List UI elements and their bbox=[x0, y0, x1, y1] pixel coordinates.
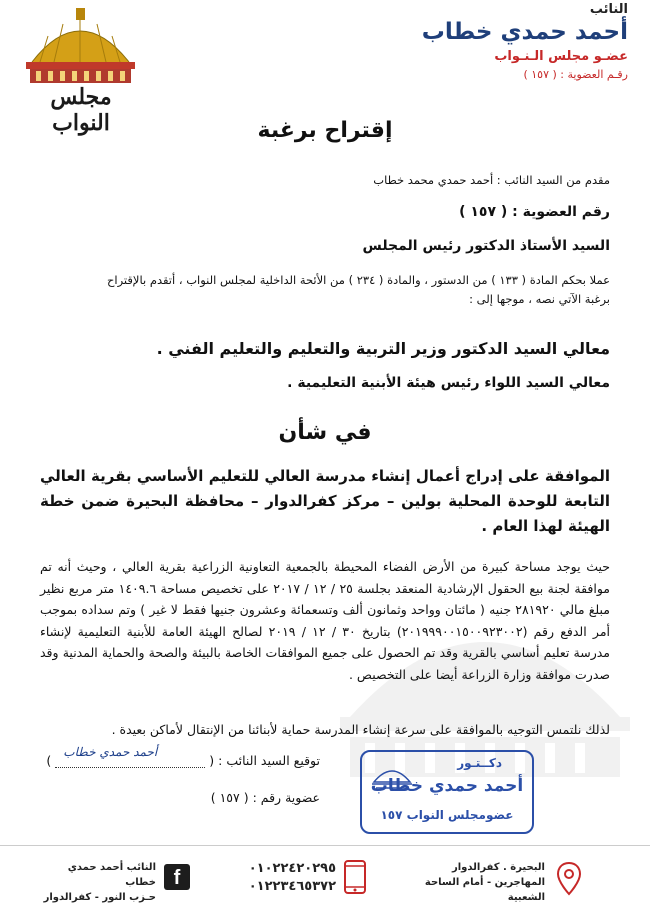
footer-address bbox=[400, 860, 545, 905]
official-stamp bbox=[360, 750, 534, 834]
topic-heading: في شأن bbox=[278, 420, 372, 445]
recipient-1: معالي السيد الدكتور وزير التربية والتعليم والتعليم الفني . bbox=[156, 339, 610, 358]
intro-line-1: عملا بحكم المادة ( ١٣٣ ) من الدستور ، والمادة ( ٢٣٤ ) من الأئحة الداخلية لمجلس النواب ، أتقدم بالإقتراح bbox=[106, 273, 610, 287]
address-line-2: المهاجرين - أمام الساحة الشعبية bbox=[424, 877, 545, 903]
footer bbox=[0, 845, 650, 908]
membership-number: عضوية رقم : ( ١٥٧ ) bbox=[210, 790, 320, 805]
phone-2: ٠١٢٢٣٤٦٥٣٧٢ bbox=[248, 879, 336, 894]
phone-icon bbox=[342, 860, 368, 894]
dome-icon bbox=[18, 6, 143, 86]
mp-header bbox=[378, 2, 628, 81]
intro-line-2: برغبة الآتي نصه ، موجها إلى : bbox=[469, 292, 610, 306]
fb-name: النائب أحمد حمدي خطاب bbox=[67, 862, 156, 888]
signature-line bbox=[55, 745, 205, 768]
mp-membership: رقـم العضوية : ( ١٥٧ ) bbox=[523, 68, 628, 81]
mp-label: النائب bbox=[589, 2, 628, 17]
stamp-member: عضومجلس النواب ١٥٧ bbox=[380, 808, 514, 822]
footer-phones bbox=[236, 860, 336, 896]
mp-role: عضـو مجلس الـنـواب bbox=[494, 49, 628, 64]
addressee: السيد الأستاذ الدكتور رئيس المجلس bbox=[362, 238, 610, 254]
stamp-name: أحمد حمدي خطاب bbox=[370, 776, 524, 796]
mp-name: أحمد حمدي خطاب bbox=[421, 19, 628, 45]
logo-text: مجلس النواب bbox=[50, 84, 112, 136]
closing-request: لذلك نلتمس التوجيه بالموافقة على سرعة إنشاء المدرسة حماية لأبنائنا من الإنتقال لأماكن بعيدة . bbox=[111, 722, 610, 737]
fb-party: حـزب النور - كفرالدوار bbox=[43, 892, 156, 903]
location-pin-icon bbox=[556, 862, 582, 896]
recipient-2: معالي السيد اللواء رئيس هيئة الأبنية التعليمية . bbox=[287, 375, 610, 391]
body-paragraph: حيث يوجد مساحة كبيرة من الأرض الفضاء المحيطة بالجمعية التعاونية الزراعية بقرية العالي ، وحيث أنه تم موافقة لجنة بيع الحقول الإرشادية المنعقد بجلسة ٢٥ / ١٢ / ٢٠١٧ على تخصيص مساحة ١٤٠٩.٦ متر مربع نظير مبلغ مالي ٢٨١٩٢٠ جنيه ( مائتان وواحد وثمانون ألف وتسعمائة وعشرون جنيها فقط لا غير ) وتم سداده بموجب أمر الدفع رقم (٢٠١٩٩٩٠٠١٥٠٠٩٢٣٠٠٢) بتاريخ ٣٠ / ١٢ / ٢٠١٩ لصالح الهيئة العامة للأبنية التعليمية لإنشاء مدرسة تعليم أساسي بالقرية وقد تم الحصول على جميع الموافقات الخاصة بالبيئة والصحة والحماية المدنية وقد صدرت موافقة وزارة الزراعة أيضا على التخصيص . bbox=[40, 559, 610, 682]
signature-row bbox=[40, 745, 320, 768]
parliament-logo bbox=[18, 6, 143, 136]
subject-text: الموافقة على إدراج أعمال إنشاء مدرسة العالي للتعليم الأساسي بقرية العالي التابعة للوحدة المحلية بولين – مركز كفرالدوار – محافظة البحيرة ضمن خطة الهيئة لهذا العام . bbox=[40, 467, 610, 535]
footer-facebook bbox=[36, 860, 156, 905]
facebook-icon[interactable]: f bbox=[164, 864, 190, 890]
signature-close: ) bbox=[46, 753, 52, 768]
stamp-title: دكــتـور bbox=[457, 756, 502, 770]
address-line-1: البحيرة . كفرالدوار bbox=[451, 862, 545, 873]
membership-line: رقم العضوية : ( ١٥٧ ) bbox=[459, 204, 610, 220]
signature-label: توقيع السيد النائب : ( bbox=[209, 753, 320, 768]
signature-scrawl: أحمد حمدي خطاب bbox=[63, 745, 158, 759]
page-title: إقتراح برغبة bbox=[257, 118, 393, 143]
submitted-by: مقدم من السيد النائب : أحمد حمدي محمد خطاب bbox=[373, 173, 610, 187]
phone-1: ٠١٠٢٢٤٢٠٢٩٥ bbox=[248, 861, 336, 876]
